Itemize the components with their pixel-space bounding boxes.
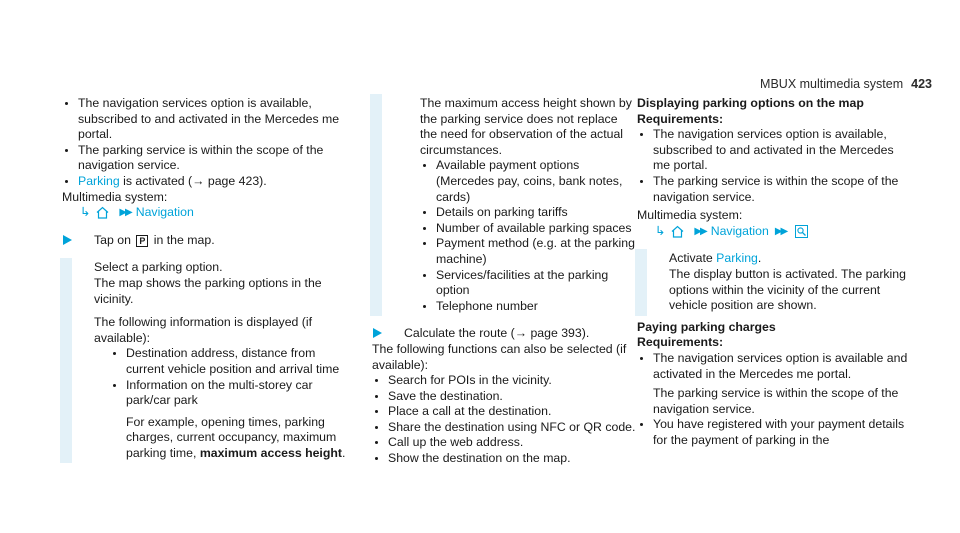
list-item: Available payment options (Mercedes pay, coins, bank notes, cards) <box>420 158 637 205</box>
list-item: The navigation services option is available, subscribed to and activated in the Mercedes me portal. <box>637 127 912 174</box>
parking-link[interactable]: Parking <box>716 251 758 266</box>
example-post: . <box>341 445 346 460</box>
example-bold: maximum access height <box>199 445 342 460</box>
list-item: Number of available parking spaces <box>420 221 637 237</box>
section-heading: Displaying parking options on the map <box>637 96 864 110</box>
menu-path <box>62 205 357 221</box>
requirements-label: Requirements: <box>637 111 724 126</box>
step-2 <box>62 260 357 461</box>
path-arrow-icon: ↳ <box>80 205 91 220</box>
step-activate <box>637 251 912 313</box>
list-item: Share the destination using NFC or QR code. <box>372 420 637 436</box>
column-2 <box>372 96 637 467</box>
list-item: Show the destination on the map. <box>372 451 637 467</box>
following-text: The following functions can also be selected (if available): <box>372 341 627 372</box>
chevron-right-icon: ▶▶ <box>774 225 787 237</box>
sub-list <box>94 346 357 461</box>
intro-text: The maximum access height shown by the parking service does not replace the need for observation of the actual circumstances. <box>420 96 632 157</box>
path-navigation[interactable]: Navigation <box>135 205 194 220</box>
path-arrow-icon: ↳ <box>655 223 666 238</box>
column-3 <box>637 96 912 448</box>
list-item: The navigation services option is available and activated in the Mercedes me portal. <box>637 351 912 382</box>
list-item: Save the destination. <box>372 389 637 405</box>
step-text: Calculate the route (→ page 393). <box>404 326 590 341</box>
list-item-continued: The parking service is within the scope of the navigation service. <box>653 386 899 416</box>
chevron-right-icon: ▶▶ <box>694 225 706 237</box>
page-number: 423 <box>911 77 932 91</box>
step-activate-body <box>637 251 912 313</box>
step-post: . <box>757 251 762 266</box>
home-icon <box>671 225 684 238</box>
list-item: Destination address, distance from current vehicle position and arrival time <box>110 346 357 377</box>
bullet-text: is activated ( <box>119 173 193 188</box>
step-calculate <box>372 326 637 342</box>
step-2-body <box>62 260 357 461</box>
step-line: The display button is activated. The parking options within the vicinity of the current vehicle position are shown. <box>669 266 906 313</box>
requirements-label: Requirements: <box>637 335 724 350</box>
step-title <box>669 251 912 267</box>
continued-step-body <box>372 96 637 314</box>
list-item: Services/facilities at the parking option <box>420 268 637 299</box>
zoom-icon[interactable] <box>795 225 808 238</box>
step-arrow-icon <box>373 328 382 338</box>
step-text: Tap on <box>94 232 135 247</box>
sub-list <box>404 158 637 314</box>
list-item: Place a call at the destination. <box>372 404 637 420</box>
example-text <box>110 415 357 462</box>
section-heading: Paying parking charges <box>637 319 776 334</box>
example-pre: For example, opening times, parking charges, current occupancy, maximum parking time, <box>126 414 337 460</box>
list-item <box>62 174 357 190</box>
step-text: in the map. <box>150 232 215 247</box>
step-line: The map shows the parking options in the vicinity. <box>94 275 322 306</box>
list-item: The navigation services option is available, subscribed to and activated in the Mercedes me portal. <box>62 96 357 143</box>
list-item: You have registered with your payment details for the payment of parking in the <box>637 417 912 448</box>
parking-link[interactable]: Parking <box>78 173 120 188</box>
multimedia-label: Multimedia system: <box>62 189 168 204</box>
chevron-right-icon: ▶▶ <box>119 207 131 219</box>
list-item: The parking service is within the scope of the navigation service. <box>637 174 912 205</box>
page-header <box>760 77 932 93</box>
info-text: The following information is displayed (if available): <box>94 315 313 345</box>
column-1 <box>62 96 357 461</box>
header-title: MBUX multimedia system <box>760 77 904 91</box>
step-pre: Activate <box>669 251 717 266</box>
step-title: Select a parking option. <box>94 260 223 275</box>
list-item: Search for POIs in the vicinity. <box>372 373 637 389</box>
list-item: Payment method (e.g. at the parking machine) <box>420 236 637 267</box>
menu-path <box>637 224 912 240</box>
step-arrow-icon <box>63 235 72 245</box>
list-item: The parking service is within the scope of the navigation service. <box>62 143 357 174</box>
list-item: Call up the web address. <box>372 435 637 451</box>
home-icon <box>96 206 109 219</box>
multimedia-label: Multimedia system: <box>637 208 743 223</box>
page-ref[interactable]: → page 423). <box>192 173 267 188</box>
list-item: Information on the multi-storey car park/car park <box>110 378 357 409</box>
list-item: Telephone number <box>420 299 637 315</box>
list-item: Details on parking tariffs <box>420 205 637 221</box>
step-1 <box>62 233 357 249</box>
path-navigation[interactable]: Navigation <box>710 223 769 238</box>
parking-key[interactable]: P <box>136 235 148 247</box>
